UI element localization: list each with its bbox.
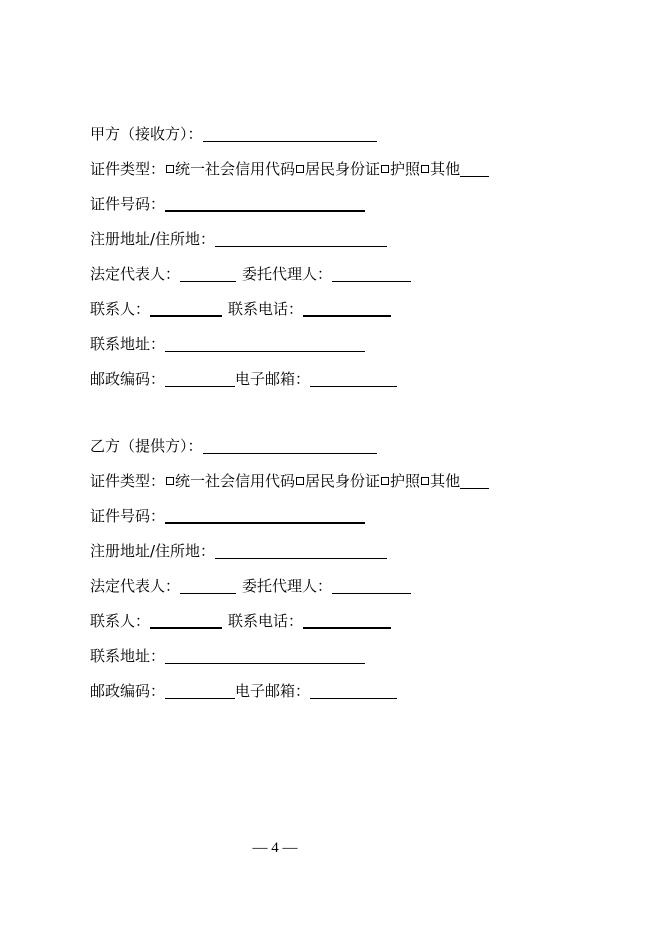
page-number: — 4 — [252,840,298,856]
checkbox-resident-id[interactable] [296,477,304,485]
agent-field[interactable] [332,264,411,282]
checkbox-passport[interactable] [381,165,389,173]
contact-address-field[interactable] [165,334,365,352]
party-a-heading-row [90,122,377,146]
party-b-postcode-row [90,679,397,703]
phone-field[interactable] [303,298,391,317]
checkbox-passport[interactable] [381,477,389,485]
phone-field[interactable] [303,610,391,629]
agent-field[interactable] [332,576,411,594]
option-passport: 护照 [390,160,421,178]
checkbox-credit-code[interactable] [166,477,174,485]
id-number-label: 证件号码： [90,195,166,213]
party-a-contact-row [90,297,391,321]
other-id-type-field[interactable] [460,159,489,177]
legal-rep-label: 法定代表人： [90,577,181,595]
party-b-address-row [90,539,387,563]
party-a-heading: 甲方（接收方）： [90,125,203,143]
id-number-field[interactable] [165,193,365,212]
party-a-name-field[interactable] [203,124,377,142]
checkbox-other[interactable] [421,477,429,485]
party-b-representative-row [90,574,411,598]
contact-address-label: 联系地址： [90,335,166,353]
party-a-representative-row [90,262,411,286]
address-field[interactable] [215,541,387,559]
other-id-type-field[interactable] [460,471,489,489]
postcode-label: 邮政编码： [90,682,166,700]
contact-label: 联系人： [90,612,151,630]
checkbox-other[interactable] [421,165,429,173]
party-a-id-type-row [90,157,489,181]
legal-rep-label: 法定代表人： [90,265,181,283]
party-b-heading-row [90,434,377,458]
checkbox-resident-id[interactable] [296,165,304,173]
phone-label: 联系电话： [228,612,304,630]
party-a-contact-address-row [90,332,365,356]
option-resident-id: 居民身份证 [305,160,381,178]
postcode-field[interactable] [165,369,235,387]
id-type-label: 证件类型： [90,472,166,490]
contact-label: 联系人： [90,300,151,318]
contact-field[interactable] [150,610,222,629]
id-number-field[interactable] [165,505,365,524]
party-a-address-row [90,227,387,251]
option-other: 其他 [430,472,461,490]
address-label: 注册地址/住所地： [90,542,216,560]
agent-label: 委托代理人： [242,577,333,595]
party-b-name-field[interactable] [203,436,377,454]
party-b-contact-row [90,609,391,633]
party-b-id-number-row [90,504,365,528]
option-resident-id: 居民身份证 [305,472,381,490]
phone-label: 联系电话： [228,300,304,318]
email-label: 电子邮箱： [235,370,311,388]
contact-address-label: 联系地址： [90,647,166,665]
legal-rep-field[interactable] [180,576,236,594]
contact-field[interactable] [150,298,222,317]
option-credit-code: 统一社会信用代码 [175,160,296,178]
option-credit-code: 统一社会信用代码 [175,472,296,490]
party-b-heading: 乙方（提供方）： [90,437,203,455]
email-label: 电子邮箱： [235,682,311,700]
contact-address-field[interactable] [165,646,365,664]
id-type-label: 证件类型： [90,160,166,178]
party-b-id-type-row [90,469,489,493]
email-field[interactable] [310,369,397,387]
party-a-postcode-row [90,367,397,391]
party-b-contact-address-row [90,644,365,668]
party-a-id-number-row [90,192,365,216]
address-field[interactable] [215,229,387,247]
postcode-field[interactable] [165,681,235,699]
address-label: 注册地址/住所地： [90,230,216,248]
option-passport: 护照 [390,472,421,490]
email-field[interactable] [310,681,397,699]
postcode-label: 邮政编码： [90,370,166,388]
legal-rep-field[interactable] [180,264,236,282]
agent-label: 委托代理人： [242,265,333,283]
id-number-label: 证件号码： [90,507,166,525]
checkbox-credit-code[interactable] [166,165,174,173]
option-other: 其他 [430,160,461,178]
